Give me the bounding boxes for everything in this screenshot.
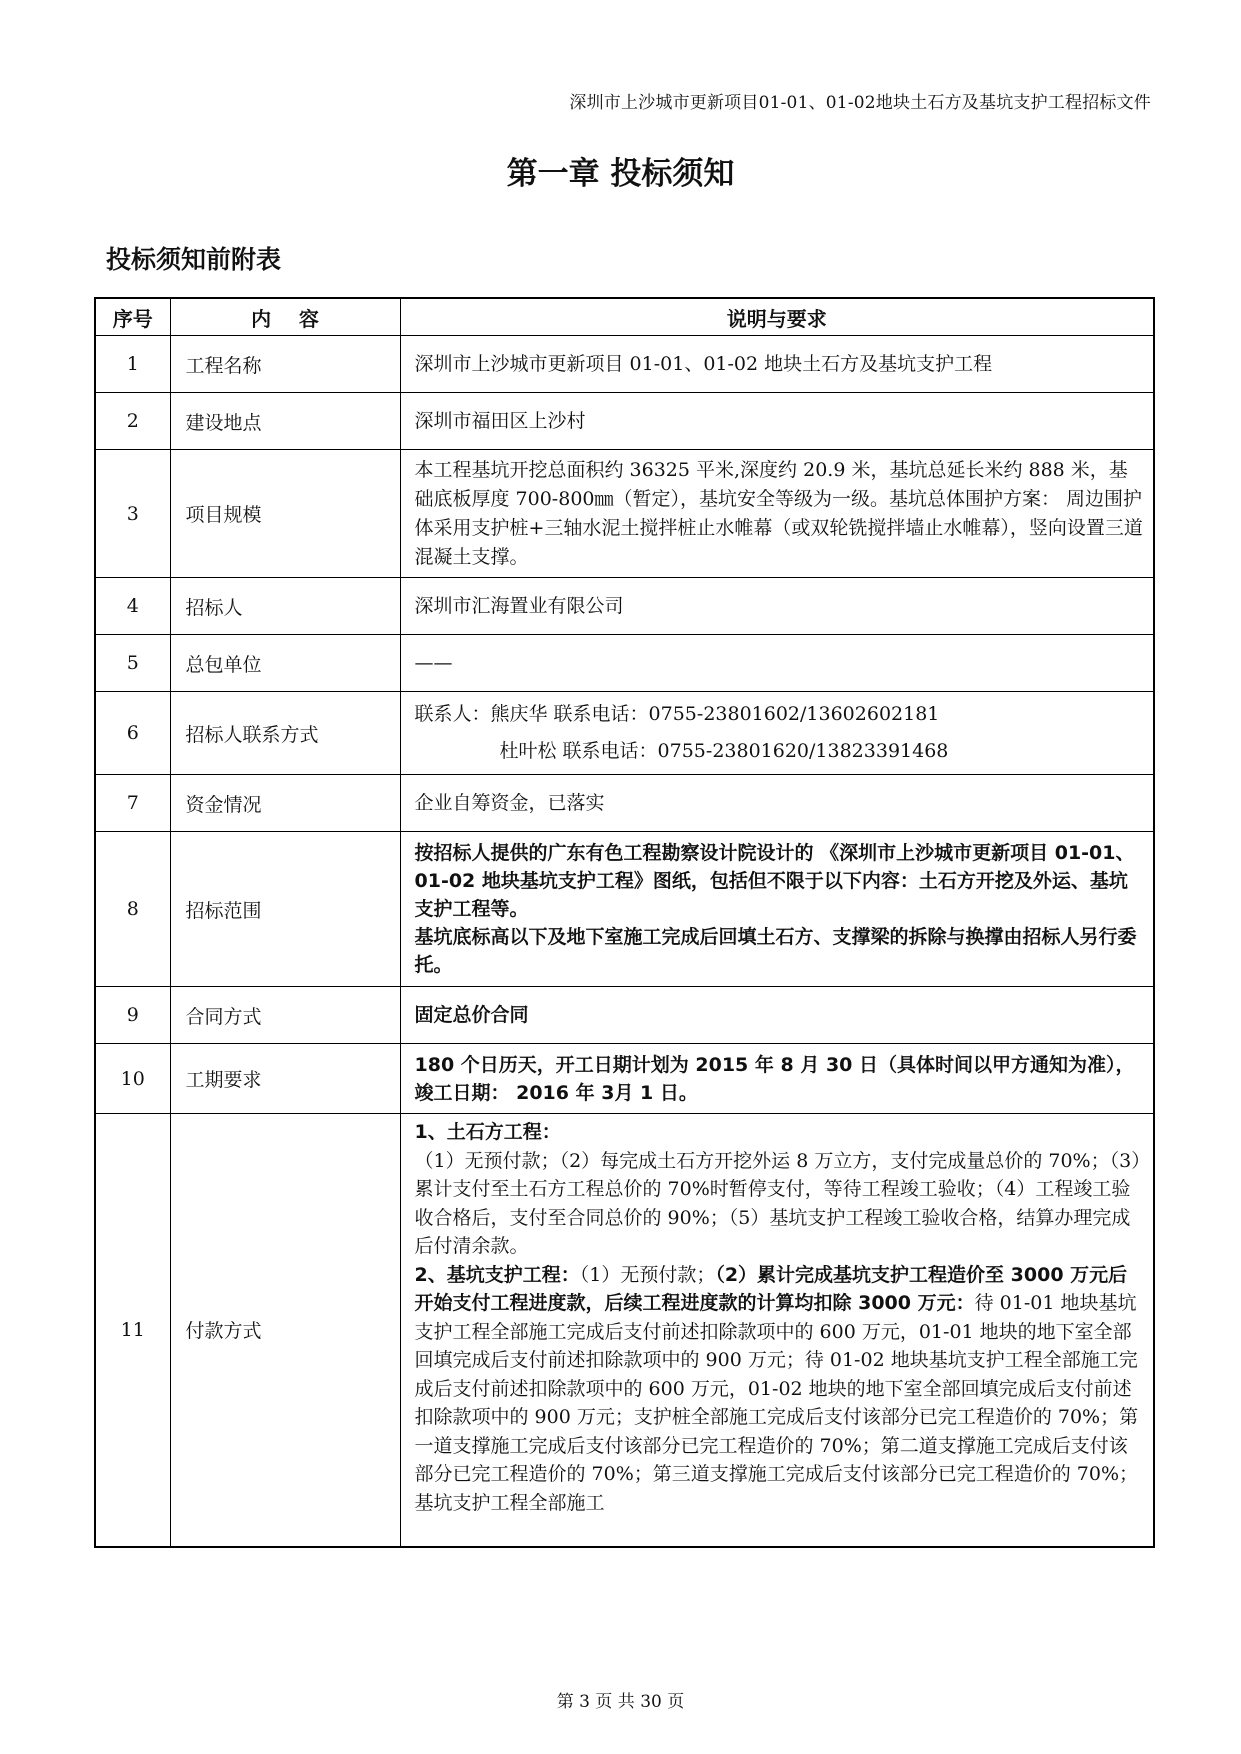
row-item: 招标范围 [170, 832, 400, 987]
row-number: 4 [95, 578, 170, 635]
table-row [95, 393, 1154, 450]
row-item: 付款方式 [170, 1114, 400, 1547]
row-desc: 企业自筹资金，已落实 [400, 775, 1154, 832]
row-desc: 深圳市福田区上沙村 [400, 393, 1154, 450]
row-desc: 固定总价合同 [400, 987, 1154, 1044]
row-item: 招标人联系方式 [170, 692, 400, 775]
row-number: 1 [95, 336, 170, 393]
payment-section-2-title: 2、基坑支护工程： [414, 1263, 580, 1286]
row-item: 工程名称 [170, 336, 400, 393]
table-header-row [95, 298, 1154, 336]
table-row [95, 578, 1154, 635]
payment-section-2-c: 待 01-01 地块基坑支护工程全部施工完成后支付前述扣除款项中的 600 万元，01-01 地块的地下室全部回填完成后支付前述扣除款项中的 900 万元；待 01-02 地块基坑支护工程全部施工完成后支付前述扣除款项中的 600 万元，01-02 地块的地下室全部回填完成后支付前述扣除款项中的 900 万元；支护桩全部施工完成后支付该部分已完工程造价的 70%；第一道支撑施工完成后支付该部分已完工程造价的 70%；第二道支撑施工完成后支付该部分已完工程造价的 70%；第三道支撑施工完成后支付该部分已完工程造价的 70%；基坑支护工程全部施工 [414, 1292, 1139, 1514]
row-item: 工期要求 [170, 1044, 400, 1114]
bid-info-table [94, 297, 1155, 1548]
page-number-footer: 第 3 页 共 30 页 [556, 1692, 685, 1712]
table-row [95, 336, 1154, 393]
contact-line-2: 杜叶松 联系电话：0755-23801620/13823391468 [499, 740, 949, 762]
row-item: 资金情况 [170, 775, 400, 832]
table-row [95, 987, 1154, 1044]
chapter-title: 第一章 投标须知 [506, 156, 735, 192]
header-content: 内 容 [170, 298, 400, 336]
header-desc: 说明与要求 [400, 298, 1154, 336]
table-row [95, 635, 1154, 692]
row-number: 9 [95, 987, 170, 1044]
row-number: 6 [95, 692, 170, 775]
table-row [95, 832, 1154, 987]
row-number: 7 [95, 775, 170, 832]
row-number: 8 [95, 832, 170, 987]
row-number: 3 [95, 450, 170, 578]
row-desc [400, 832, 1154, 987]
contact-line-1: 联系人：熊庆华 联系电话：0755-23801602/13602602181 [414, 703, 940, 725]
scope-paragraph-1: 按招标人提供的广东有色工程勘察设计院设计的 《深圳市上沙城市更新项目 01-01、01-02 地块基坑支护工程》图纸，包括但不限于以下内容：土石方开挖及外运、基坑支护工程等。 [414, 842, 1135, 920]
table-row [95, 1114, 1154, 1547]
row-item: 建设地点 [170, 393, 400, 450]
row-desc: 180 个日历天，开工日期计划为 2015 年 8 月 30 日（具体时间以甲方通知为准），竣工日期： 2016 年 3月 1 日。 [400, 1044, 1154, 1114]
payment-section-2-a: （1）无预付款； [579, 1263, 716, 1286]
scope-paragraph-2: 基坑底标高以下及地下室施工完成后回填土石方、支撑梁的拆除与换撑由招标人另行委托。 [414, 926, 1137, 976]
row-desc: 深圳市汇海置业有限公司 [400, 578, 1154, 635]
payment-section-1-body: （1）无预付款；（2）每完成土石方开挖外运 8 万立方，支付完成量总价的 70%；（3）累计支付至土石方工程总价的 70%时暂停支付，等待工程竣工验收；（4）工程竣工验收合格后，支付至合同总价的 90%；（5）基坑支护工程竣工验收合格，结算办理完成后付清余款。 [414, 1149, 1141, 1257]
row-item: 合同方式 [170, 987, 400, 1044]
row-number: 5 [95, 635, 170, 692]
table-row [95, 775, 1154, 832]
row-desc [400, 1114, 1154, 1547]
payment-section-1-title: 1、土石方工程： [414, 1121, 561, 1143]
row-desc: 本工程基坑开挖总面积约 36325 平米,深度约 20.9 米，基坑总延长米约 888 米，基础底板厚度 700-800㎜（暂定），基坑安全等级为一级。基坑总体围护方案： 周边围护体采用支护桩+三轴水泥土搅拌桩止水帷幕（或双轮铣搅拌墙止水帷幕），竖向设置三道混凝土支撑。 [400, 450, 1154, 578]
row-item: 总包单位 [170, 635, 400, 692]
row-number: 2 [95, 393, 170, 450]
table-row [95, 450, 1154, 578]
running-header: 深圳市上沙城市更新项目01-01、01-02地块土石方及基坑支护工程招标文件 [569, 93, 1151, 113]
row-desc: 深圳市上沙城市更新项目 01-01、01-02 地块土石方及基坑支护工程 [400, 336, 1154, 393]
row-desc [400, 692, 1154, 775]
row-number: 10 [95, 1044, 170, 1114]
row-number: 11 [95, 1114, 170, 1547]
table-row [95, 692, 1154, 775]
section-title: 投标须知前附表 [106, 245, 282, 274]
payment-section-2-b: （2）累计完成基坑支护工程造价至 3000 万元后开始支付工程进度款，后续工程进度款的计算均扣除 3000 万元： [414, 1263, 1128, 1314]
table-row [95, 1044, 1154, 1114]
row-desc: —— [400, 635, 1154, 692]
header-no: 序号 [95, 298, 170, 336]
row-item: 招标人 [170, 578, 400, 635]
row-item: 项目规模 [170, 450, 400, 578]
